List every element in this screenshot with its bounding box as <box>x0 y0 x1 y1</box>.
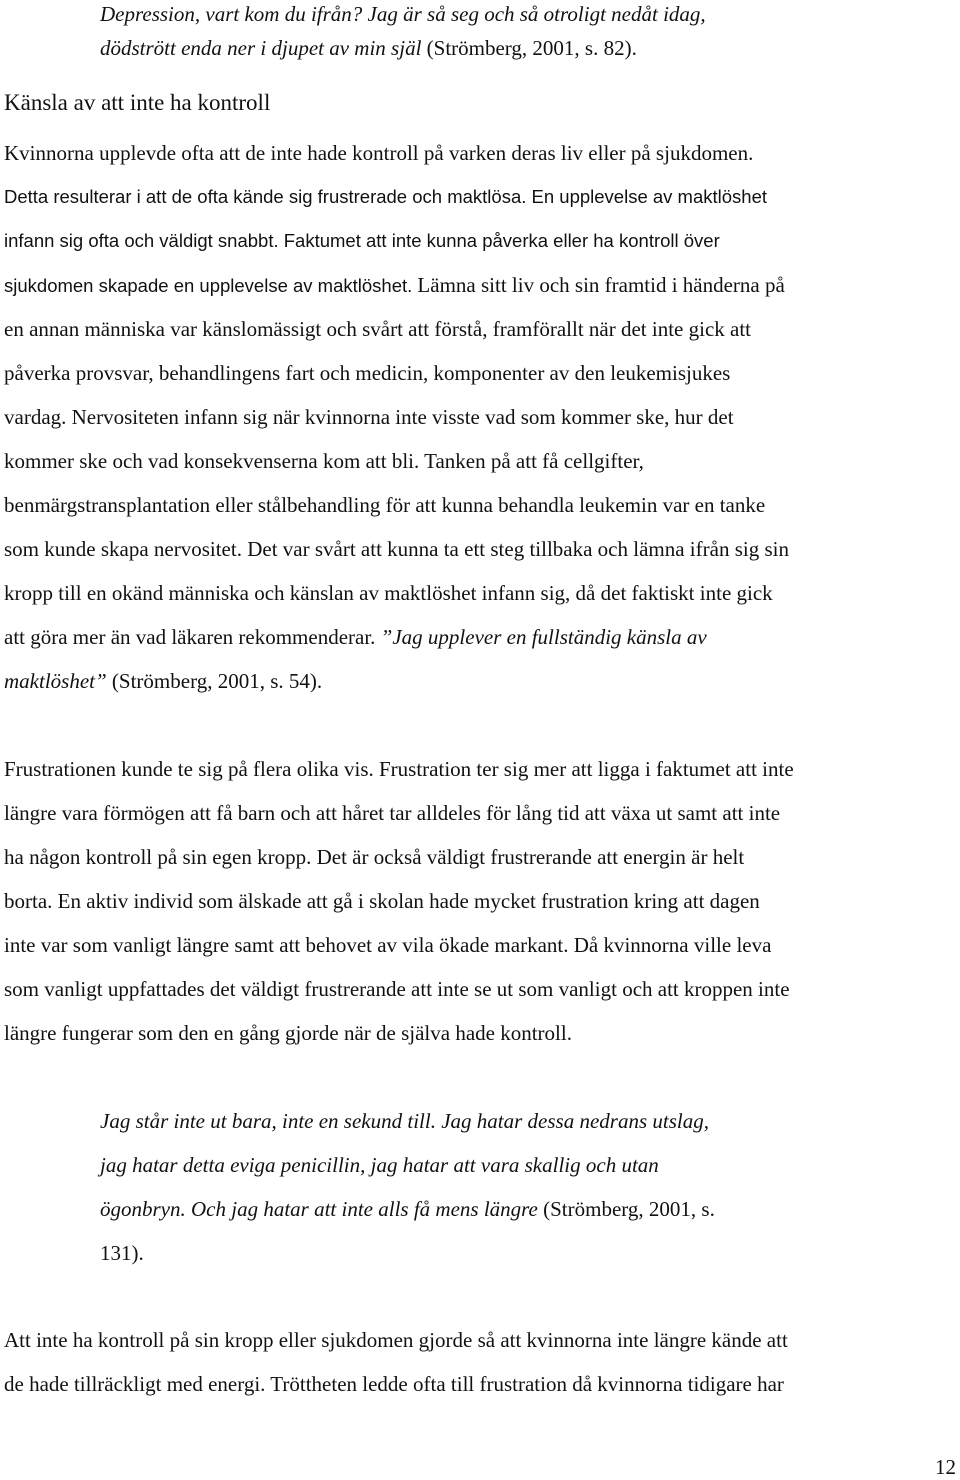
quote-text: dödstrött enda ner i djupet av min själ <box>100 36 422 60</box>
quote-text: ögonbryn. Och jag hatar att inte alls få mens längre <box>100 1197 538 1221</box>
paragraph-line: inte var som vanligt längre samt att behovet av vila ökade markant. Då kvinnorna ville leva <box>4 933 772 957</box>
sentence: sjukdomen skapade en upplevelse av maktlöshet. <box>4 275 418 296</box>
citation: (Strömberg, 2001, s. <box>537 1197 715 1221</box>
sentence: att göra mer än vad läkaren rekommenderar. <box>4 625 381 649</box>
quote-text: ”Jag upplever en fullständig känsla av <box>380 625 707 649</box>
section-heading: Känsla av att inte ha kontroll <box>4 90 271 115</box>
sentence: Faktumet att inte kunna påverka eller ha kontroll över <box>283 230 720 251</box>
paragraph-line <box>4 668 322 694</box>
quote-line: Jag står inte ut bara, inte en sekund till. Jag hatar dessa nedrans utslag, <box>100 1109 709 1133</box>
sentence: Lämna sitt liv och sin framtid i händerna på <box>417 273 785 297</box>
paragraph-line: kommer ske och vad konsekvenserna kom att bli. Tanken på att få cellgifter, <box>4 449 644 473</box>
quote-line <box>100 1196 715 1222</box>
paragraph-line: påverka provsvar, behandlingens fart och medicin, komponenter av den leukemisjukes <box>4 361 731 385</box>
paragraph-line: längre fungerar som den en gång gjorde när de själva hade kontroll. <box>4 1021 572 1045</box>
quote-line <box>100 1 706 27</box>
citation: (Strömberg, 2001, s. 82). <box>421 36 637 60</box>
paragraph-line: Att inte ha kontroll på sin kropp eller sjukdomen gjorde så att kvinnorna inte längre kände att <box>4 1328 788 1352</box>
quote-line: jag hatar detta eviga penicillin, jag hatar att vara skallig och utan <box>100 1153 659 1177</box>
paragraph-line: benmärgstransplantation eller stålbehandling för att kunna behandla leukemin var en tanke <box>4 493 766 517</box>
paragraph-line: de hade tillräckligt med energi. Tröttheten ledde ofta till frustration då kvinnorna tidigare har <box>4 1372 784 1396</box>
paragraph-line: längre vara förmögen att få barn och att håret tar alldeles för lång tid att växa ut samt att inte <box>4 801 781 825</box>
sentence: infann sig ofta och väldigt snabbt. <box>4 230 284 251</box>
quote-text: Depression, vart kom du ifrån? Jag är så seg och så otroligt nedåt idag, <box>100 2 706 26</box>
sentence: Detta resulterar i att de ofta kände sig frustrerade och maktlösa. <box>4 186 532 207</box>
paragraph-line <box>4 184 767 210</box>
page-number: 12 <box>935 1455 956 1479</box>
paragraph-line: Frustrationen kunde te sig på flera olika vis. Frustration ter sig mer att ligga i faktumet att inte <box>4 757 794 781</box>
citation: (Strömberg, 2001, s. 54). <box>106 669 323 693</box>
paragraph-line <box>4 272 785 299</box>
quote-line: 131). <box>100 1241 144 1265</box>
sentence: En upplevelse av maktlöshet <box>531 186 768 207</box>
paragraph-line: ha någon kontroll på sin egen kropp. Det är också väldigt frustrerande att energin är helt <box>4 845 745 869</box>
quote-line <box>100 35 637 61</box>
paragraph-line: som vanligt uppfattades det väldigt frustrerande att inte se ut som vanligt och att kroppen inte <box>4 977 790 1001</box>
paragraph-line: Kvinnorna upplevde ofta att de inte hade kontroll på varken deras liv eller på sjukdomen. <box>4 141 754 165</box>
paragraph-line: kropp till en okänd människa och känslan av maktlöshet infann sig, då det faktiskt inte gick <box>4 581 773 605</box>
paragraph-line <box>4 228 720 254</box>
quote-text: maktlöshet” <box>4 669 107 693</box>
paragraph-line: vardag. Nervositeten infann sig när kvinnorna inte visste vad som kommer ske, hur det <box>4 405 734 429</box>
paragraph-line <box>4 624 707 650</box>
paragraph-line: som kunde skapa nervositet. Det var svårt att kunna ta ett steg tillbaka och lämna ifrån sig sin <box>4 537 789 561</box>
paragraph-line: borta. En aktiv individ som älskade att gå i skolan hade mycket frustration kring att dagen <box>4 889 760 913</box>
paragraph-line: en annan människa var känslomässigt och svårt att förstå, framförallt när det inte gick att <box>4 317 752 341</box>
